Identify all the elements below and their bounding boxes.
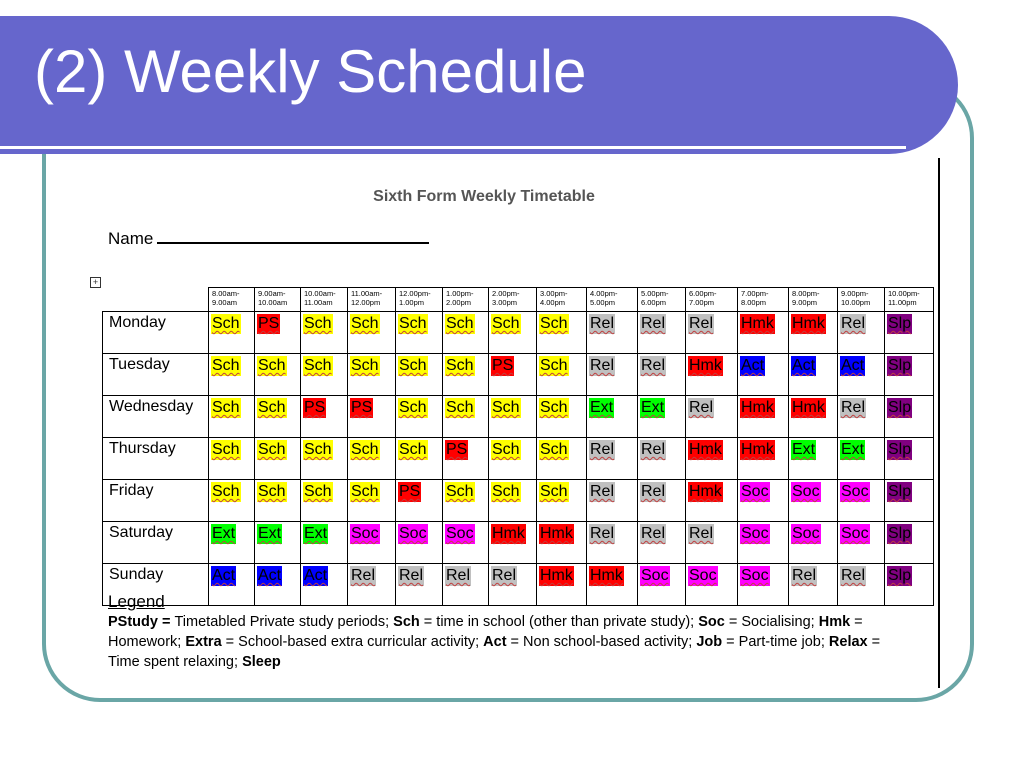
activity-code: Hmk bbox=[492, 525, 525, 542]
activity-code: Rel bbox=[641, 441, 666, 458]
time-slot-header: 4.00pm- 5.00pm bbox=[587, 288, 638, 312]
legend-term: Soc bbox=[698, 614, 725, 630]
schedule-cell bbox=[255, 354, 301, 396]
schedule-cell bbox=[255, 438, 301, 480]
time-slot-header: 6.00pm- 7.00pm bbox=[686, 288, 738, 312]
schedule-cell bbox=[838, 480, 885, 522]
schedule-cell bbox=[686, 396, 738, 438]
activity-code: Sch bbox=[446, 357, 474, 374]
activity-code: Sch bbox=[540, 483, 568, 500]
activity-code: Act bbox=[792, 357, 816, 374]
time-slot-header: 9.00am- 10.00am bbox=[255, 288, 301, 312]
legend-text bbox=[108, 612, 908, 672]
day-label: Friday bbox=[103, 480, 209, 522]
schedule-cell bbox=[885, 480, 934, 522]
header-corner bbox=[103, 288, 209, 312]
activity-code: Rel bbox=[689, 399, 714, 416]
schedule-cell bbox=[396, 480, 443, 522]
activity-code: Hmk bbox=[540, 525, 573, 542]
schedule-cell bbox=[348, 312, 396, 354]
schedule-cell bbox=[838, 438, 885, 480]
activity-code: Sch bbox=[258, 357, 286, 374]
table-row bbox=[103, 354, 934, 396]
schedule-cell bbox=[396, 438, 443, 480]
activity-code: Sch bbox=[540, 441, 568, 458]
schedule-cell bbox=[838, 396, 885, 438]
legend-description: = time in school (other than private study); bbox=[419, 614, 699, 630]
activity-code: Sch bbox=[492, 399, 520, 416]
schedule-cell bbox=[348, 438, 396, 480]
activity-code: Rel bbox=[792, 567, 817, 584]
schedule-cell bbox=[301, 522, 348, 564]
activity-code: Sch bbox=[351, 441, 379, 458]
schedule-cell bbox=[638, 312, 686, 354]
schedule-cell bbox=[885, 312, 934, 354]
schedule-cell bbox=[443, 396, 489, 438]
table-row bbox=[103, 480, 934, 522]
schedule-cell bbox=[209, 480, 255, 522]
schedule-cell bbox=[638, 522, 686, 564]
activity-code: Sch bbox=[540, 399, 568, 416]
activity-code: Sch bbox=[540, 357, 568, 374]
activity-code: Sch bbox=[304, 315, 332, 332]
schedule-cell bbox=[255, 396, 301, 438]
document-page-edge bbox=[938, 158, 940, 688]
schedule-cell bbox=[396, 354, 443, 396]
schedule-cell bbox=[443, 312, 489, 354]
time-slot-header: 9.00pm- 10.00pm bbox=[838, 288, 885, 312]
legend-description: = Part-time job; bbox=[722, 634, 829, 650]
activity-code: Slp bbox=[888, 567, 912, 584]
time-slot-header: 10.00pm- 11.00pm bbox=[885, 288, 934, 312]
schedule-cell bbox=[638, 438, 686, 480]
schedule-cell bbox=[348, 354, 396, 396]
schedule-cell bbox=[686, 312, 738, 354]
table-row bbox=[103, 438, 934, 480]
time-slot-header: 3.00pm- 4.00pm bbox=[537, 288, 587, 312]
legend-title: Legend bbox=[108, 592, 165, 611]
activity-code: Soc bbox=[792, 525, 820, 542]
legend-description: = Non school-based activity; bbox=[506, 634, 697, 650]
time-slot-header: 7.00pm- 8.00pm bbox=[738, 288, 789, 312]
schedule-cell bbox=[738, 312, 789, 354]
activity-code: Sch bbox=[351, 483, 379, 500]
activity-code: Soc bbox=[399, 525, 427, 542]
activity-code: Slp bbox=[888, 315, 912, 332]
activity-code: PS bbox=[351, 399, 373, 416]
activity-code: Soc bbox=[841, 525, 869, 542]
activity-code: Sch bbox=[351, 357, 379, 374]
legend-term: Extra bbox=[185, 634, 222, 650]
activity-code: Hmk bbox=[741, 441, 774, 458]
schedule-cell bbox=[537, 396, 587, 438]
schedule-cell bbox=[255, 312, 301, 354]
activity-code: Act bbox=[258, 567, 282, 584]
activity-code: Rel bbox=[590, 315, 615, 332]
activity-code: Sch bbox=[399, 441, 427, 458]
activity-code: Hmk bbox=[590, 567, 623, 584]
activity-code: Soc bbox=[741, 567, 769, 584]
schedule-cell bbox=[255, 522, 301, 564]
activity-code: Act bbox=[212, 567, 236, 584]
schedule-cell bbox=[686, 438, 738, 480]
schedule-cell bbox=[686, 522, 738, 564]
activity-code: Sch bbox=[212, 315, 240, 332]
activity-code: Rel bbox=[689, 525, 714, 542]
legend-term: Sch bbox=[393, 614, 420, 630]
activity-code: Sch bbox=[492, 483, 520, 500]
activity-code: Sch bbox=[492, 441, 520, 458]
table-row bbox=[103, 522, 934, 564]
activity-code: Rel bbox=[841, 315, 866, 332]
time-slot-header: 1.00pm- 2.00pm bbox=[443, 288, 489, 312]
schedule-cell bbox=[489, 312, 537, 354]
activity-code: Hmk bbox=[540, 567, 573, 584]
activity-code: Slp bbox=[888, 483, 912, 500]
schedule-cell bbox=[255, 480, 301, 522]
schedule-cell bbox=[537, 522, 587, 564]
activity-code: Ext bbox=[304, 525, 328, 542]
activity-code: Sch bbox=[258, 441, 286, 458]
schedule-cell bbox=[209, 312, 255, 354]
activity-code: Rel bbox=[590, 441, 615, 458]
activity-code: Ext bbox=[212, 525, 236, 542]
schedule-cell bbox=[838, 522, 885, 564]
time-slot-header: 5.00pm- 6.00pm bbox=[638, 288, 686, 312]
schedule-cell bbox=[209, 354, 255, 396]
activity-code: Hmk bbox=[792, 315, 825, 332]
schedule-cell bbox=[537, 354, 587, 396]
schedule-cell bbox=[789, 522, 838, 564]
schedule-cell bbox=[838, 312, 885, 354]
activity-code: PS bbox=[399, 483, 421, 500]
activity-code: Act bbox=[304, 567, 328, 584]
activity-code: Rel bbox=[641, 315, 666, 332]
schedule-cell bbox=[209, 438, 255, 480]
schedule-cell bbox=[587, 438, 638, 480]
activity-code: Sch bbox=[399, 315, 427, 332]
activity-code: Rel bbox=[641, 483, 666, 500]
activity-code: Sch bbox=[351, 315, 379, 332]
schedule-cell bbox=[738, 522, 789, 564]
timetable bbox=[102, 287, 934, 606]
legend-description: = Socialising; bbox=[724, 614, 819, 630]
schedule-cell bbox=[396, 312, 443, 354]
activity-code: Act bbox=[841, 357, 865, 374]
time-slot-header: 10.00am- 11.00am bbox=[301, 288, 348, 312]
activity-code: Slp bbox=[888, 525, 912, 542]
schedule-cell bbox=[885, 396, 934, 438]
activity-code: Sch bbox=[258, 399, 286, 416]
schedule-cell bbox=[885, 438, 934, 480]
activity-code: Ext bbox=[258, 525, 282, 542]
activity-code: Rel bbox=[641, 525, 666, 542]
time-slot-header: 11.00am- 12.00pm bbox=[348, 288, 396, 312]
activity-code: Rel bbox=[351, 567, 376, 584]
name-label: Name bbox=[108, 229, 154, 248]
activity-code: Sch bbox=[446, 483, 474, 500]
activity-code: Rel bbox=[841, 567, 866, 584]
activity-code: Hmk bbox=[792, 399, 825, 416]
activity-code: Sch bbox=[212, 357, 240, 374]
schedule-cell bbox=[587, 354, 638, 396]
schedule-cell bbox=[537, 480, 587, 522]
schedule-cell bbox=[443, 438, 489, 480]
schedule-cell bbox=[738, 354, 789, 396]
schedule-cell bbox=[301, 354, 348, 396]
banner-underline bbox=[0, 146, 906, 149]
table-move-handle-icon[interactable]: + bbox=[90, 277, 101, 288]
schedule-cell bbox=[885, 522, 934, 564]
activity-code: Soc bbox=[689, 567, 717, 584]
activity-code: Sch bbox=[304, 357, 332, 374]
activity-code: PS bbox=[258, 315, 280, 332]
activity-code: Soc bbox=[741, 483, 769, 500]
activity-code: Soc bbox=[351, 525, 379, 542]
day-label: Wednesday bbox=[103, 396, 209, 438]
legend-description: = Time spent relaxing; bbox=[108, 634, 881, 670]
activity-code: Sch bbox=[399, 399, 427, 416]
activity-code: Slp bbox=[888, 399, 912, 416]
activity-code: Sch bbox=[304, 483, 332, 500]
schedule-cell bbox=[587, 396, 638, 438]
activity-code: Sch bbox=[492, 315, 520, 332]
legend-term: Sleep bbox=[242, 654, 281, 670]
schedule-cell bbox=[443, 522, 489, 564]
activity-code: Ext bbox=[641, 399, 665, 416]
activity-code: Soc bbox=[446, 525, 474, 542]
legend-description: Timetabled Private study periods; bbox=[174, 614, 394, 630]
day-label: Thursday bbox=[103, 438, 209, 480]
schedule-cell bbox=[348, 480, 396, 522]
schedule-cell bbox=[443, 354, 489, 396]
schedule-cell bbox=[489, 354, 537, 396]
activity-code: Hmk bbox=[689, 441, 722, 458]
schedule-cell bbox=[537, 312, 587, 354]
schedule-cell bbox=[209, 396, 255, 438]
activity-code: Sch bbox=[540, 315, 568, 332]
schedule-cell bbox=[489, 480, 537, 522]
activity-code: Act bbox=[741, 357, 765, 374]
schedule-cell bbox=[638, 396, 686, 438]
schedule-cell bbox=[838, 354, 885, 396]
activity-code: PS bbox=[304, 399, 326, 416]
time-slot-header: 8.00am- 9.00am bbox=[209, 288, 255, 312]
schedule-cell bbox=[301, 438, 348, 480]
table-row bbox=[103, 312, 934, 354]
activity-code: Soc bbox=[741, 525, 769, 542]
schedule-cell bbox=[301, 396, 348, 438]
schedule-cell bbox=[789, 396, 838, 438]
activity-code: Rel bbox=[590, 483, 615, 500]
activity-code: Rel bbox=[446, 567, 471, 584]
name-field bbox=[108, 228, 429, 249]
activity-code: Slp bbox=[888, 357, 912, 374]
day-label: Tuesday bbox=[103, 354, 209, 396]
legend-term: Hmk bbox=[818, 614, 851, 630]
time-slot-header: 12.00pm- 1.00pm bbox=[396, 288, 443, 312]
legend-term: Relax bbox=[828, 634, 868, 650]
schedule-cell bbox=[789, 480, 838, 522]
activity-code: Hmk bbox=[689, 357, 722, 374]
activity-code: Rel bbox=[641, 357, 666, 374]
activity-code: Rel bbox=[492, 567, 517, 584]
schedule-cell bbox=[638, 354, 686, 396]
time-slot-header: 8.00pm- 9.00pm bbox=[789, 288, 838, 312]
schedule-cell bbox=[738, 438, 789, 480]
activity-code: Rel bbox=[841, 399, 866, 416]
activity-code: Rel bbox=[689, 315, 714, 332]
activity-code: Soc bbox=[841, 483, 869, 500]
schedule-cell bbox=[686, 354, 738, 396]
activity-code: Hmk bbox=[741, 399, 774, 416]
schedule-cell bbox=[587, 522, 638, 564]
activity-code: Sch bbox=[399, 357, 427, 374]
activity-code: Hmk bbox=[741, 315, 774, 332]
schedule-cell bbox=[885, 354, 934, 396]
schedule-cell bbox=[587, 312, 638, 354]
activity-code: PS bbox=[446, 441, 468, 458]
schedule-cell bbox=[738, 396, 789, 438]
activity-code: Hmk bbox=[689, 483, 722, 500]
activity-code: Rel bbox=[590, 525, 615, 542]
legend-term: Act bbox=[483, 634, 507, 650]
activity-code: Ext bbox=[841, 441, 865, 458]
activity-code: Ext bbox=[590, 399, 614, 416]
legend-term: Job bbox=[696, 634, 723, 650]
schedule-cell bbox=[686, 480, 738, 522]
activity-code: Sch bbox=[212, 483, 240, 500]
slide-title: (2) Weekly Schedule bbox=[34, 38, 587, 105]
day-label: Sunday bbox=[103, 564, 209, 606]
schedule-cell bbox=[738, 480, 789, 522]
schedule-cell bbox=[209, 522, 255, 564]
activity-code: Ext bbox=[792, 441, 816, 458]
legend-description: = Homework; bbox=[108, 614, 863, 650]
legend bbox=[108, 592, 908, 672]
activity-code: Sch bbox=[212, 399, 240, 416]
activity-code: Sch bbox=[446, 315, 474, 332]
schedule-cell bbox=[789, 312, 838, 354]
schedule-cell bbox=[301, 480, 348, 522]
legend-term: PStudy = bbox=[108, 614, 175, 630]
table-row bbox=[103, 396, 934, 438]
schedule-cell bbox=[587, 480, 638, 522]
activity-code: Soc bbox=[641, 567, 669, 584]
activity-code: Sch bbox=[212, 441, 240, 458]
schedule-cell bbox=[537, 438, 587, 480]
schedule-cell bbox=[301, 312, 348, 354]
activity-code: Rel bbox=[590, 357, 615, 374]
schedule-cell bbox=[443, 480, 489, 522]
document-title: Sixth Form Weekly Timetable bbox=[373, 188, 595, 205]
time-slot-header: 2.00pm- 3.00pm bbox=[489, 288, 537, 312]
schedule-cell bbox=[396, 396, 443, 438]
schedule-cell bbox=[348, 396, 396, 438]
schedule-cell bbox=[489, 522, 537, 564]
activity-code: PS bbox=[492, 357, 514, 374]
legend-description: = School-based extra curricular activity; bbox=[221, 634, 484, 650]
day-label: Saturday bbox=[103, 522, 209, 564]
activity-code: Sch bbox=[446, 399, 474, 416]
schedule-cell bbox=[789, 354, 838, 396]
schedule-cell bbox=[489, 438, 537, 480]
name-blank-line bbox=[157, 228, 429, 244]
activity-code: Soc bbox=[792, 483, 820, 500]
activity-code: Sch bbox=[304, 441, 332, 458]
day-label: Monday bbox=[103, 312, 209, 354]
activity-code: Rel bbox=[399, 567, 424, 584]
activity-code: Slp bbox=[888, 441, 912, 458]
schedule-cell bbox=[396, 522, 443, 564]
activity-code: Sch bbox=[258, 483, 286, 500]
schedule-cell bbox=[789, 438, 838, 480]
schedule-cell bbox=[489, 396, 537, 438]
schedule-cell bbox=[638, 480, 686, 522]
schedule-cell bbox=[348, 522, 396, 564]
